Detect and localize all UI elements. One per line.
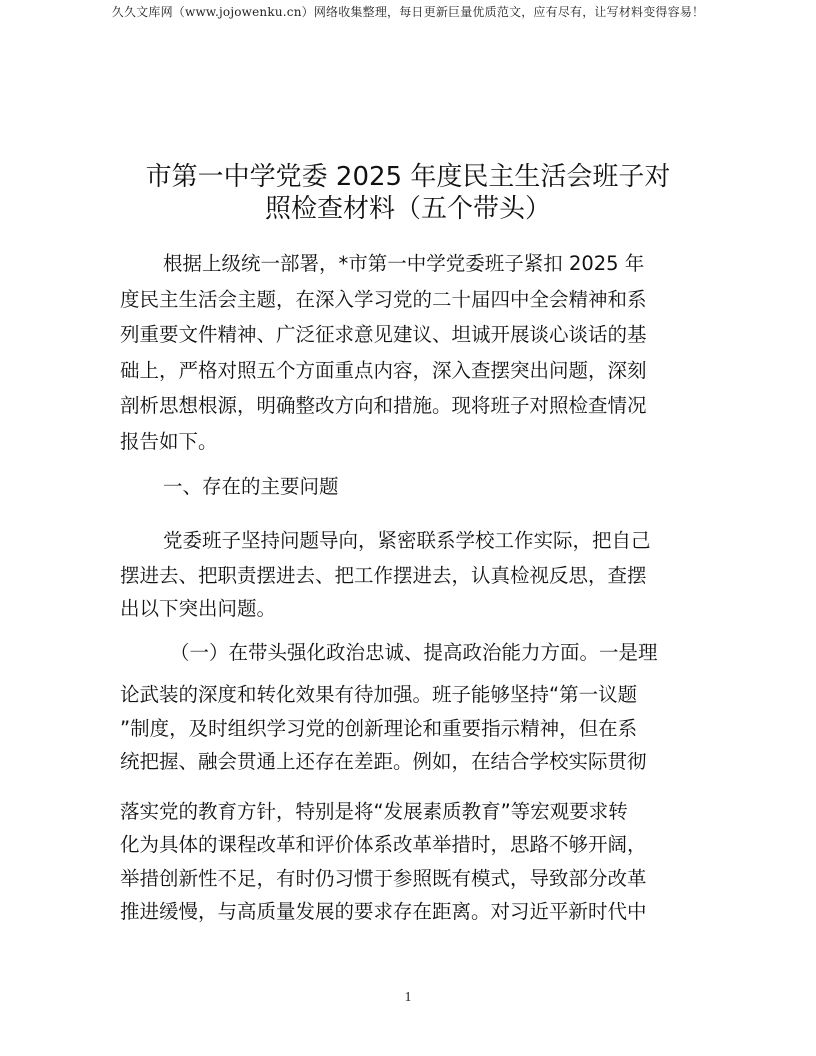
intro-paragraph-line: 剖析思想根源，明确整改方向和措施。现将班子对照检查情况 xyxy=(120,394,647,417)
section-heading: 一、存在的主要问题 xyxy=(163,475,339,498)
intro-paragraph-line: 列重要文件精神、广泛征求意见建议、坦诚开展谈心谈话的基 xyxy=(120,323,647,346)
section-intro-line: 出以下突出问题。 xyxy=(120,597,277,620)
subsection-line: 化为具体的课程改革和评价体系改革举措时，思路不够开阔， xyxy=(120,833,647,856)
header-banner: 久久文库网（www.jojowenku.cn）网络收集整理，每日更新巨量优质范文，应有尽有，让写材料变得容易！ xyxy=(111,5,705,19)
subsection-line: （一）在带头强化政治忠诚、提高政治能力方面。一是理 xyxy=(170,641,658,664)
subsection-line: 推进缓慢，与高质量发展的要求存在距离。对习近平新时代中 xyxy=(120,900,647,923)
subsection-line: ”制度，及时组织学习党的创新理论和重要指示精神，但在系 xyxy=(120,717,638,740)
intro-paragraph-line: 度民主生活会主题，在深入学习党的二十届四中全会精神和系 xyxy=(120,288,647,311)
intro-paragraph-line: 根据上级统一部署，*市第一中学党委班子紧扣 2025 年 xyxy=(163,252,645,275)
subsection-line: 举措创新性不足，有时仍习惯于参照既有模式，导致部分改革 xyxy=(120,867,647,890)
subsection-line: 论武装的深度和转化效果有待加强。班子能够坚持“第一议题 xyxy=(120,683,638,706)
intro-paragraph-line: 础上，严格对照五个方面重点内容，深入查摆突出问题，深刻 xyxy=(120,359,647,382)
section-intro-line: 党委班子坚持问题导向，紧密联系学校工作实际，把自己 xyxy=(163,529,651,552)
subsection-line: 统把握、融会贯通上还存在差距。例如，在结合学校实际贯彻 xyxy=(120,750,647,773)
intro-paragraph-line: 报告如下。 xyxy=(120,430,218,453)
subsection-line: 落实党的教育方针，特别是将“发展素质教育”等宏观要求转 xyxy=(120,800,628,823)
page-number: 1 xyxy=(404,990,412,1005)
section-intro-line: 摆进去、把职责摆进去、把工作摆进去，认真检视反思，查摆 xyxy=(120,564,647,587)
document-title-line-2: 照检查材料（五个带头） xyxy=(264,194,551,224)
document-title-line-1: 市第一中学党委 2025 年度民主生活会班子对 xyxy=(145,162,671,192)
